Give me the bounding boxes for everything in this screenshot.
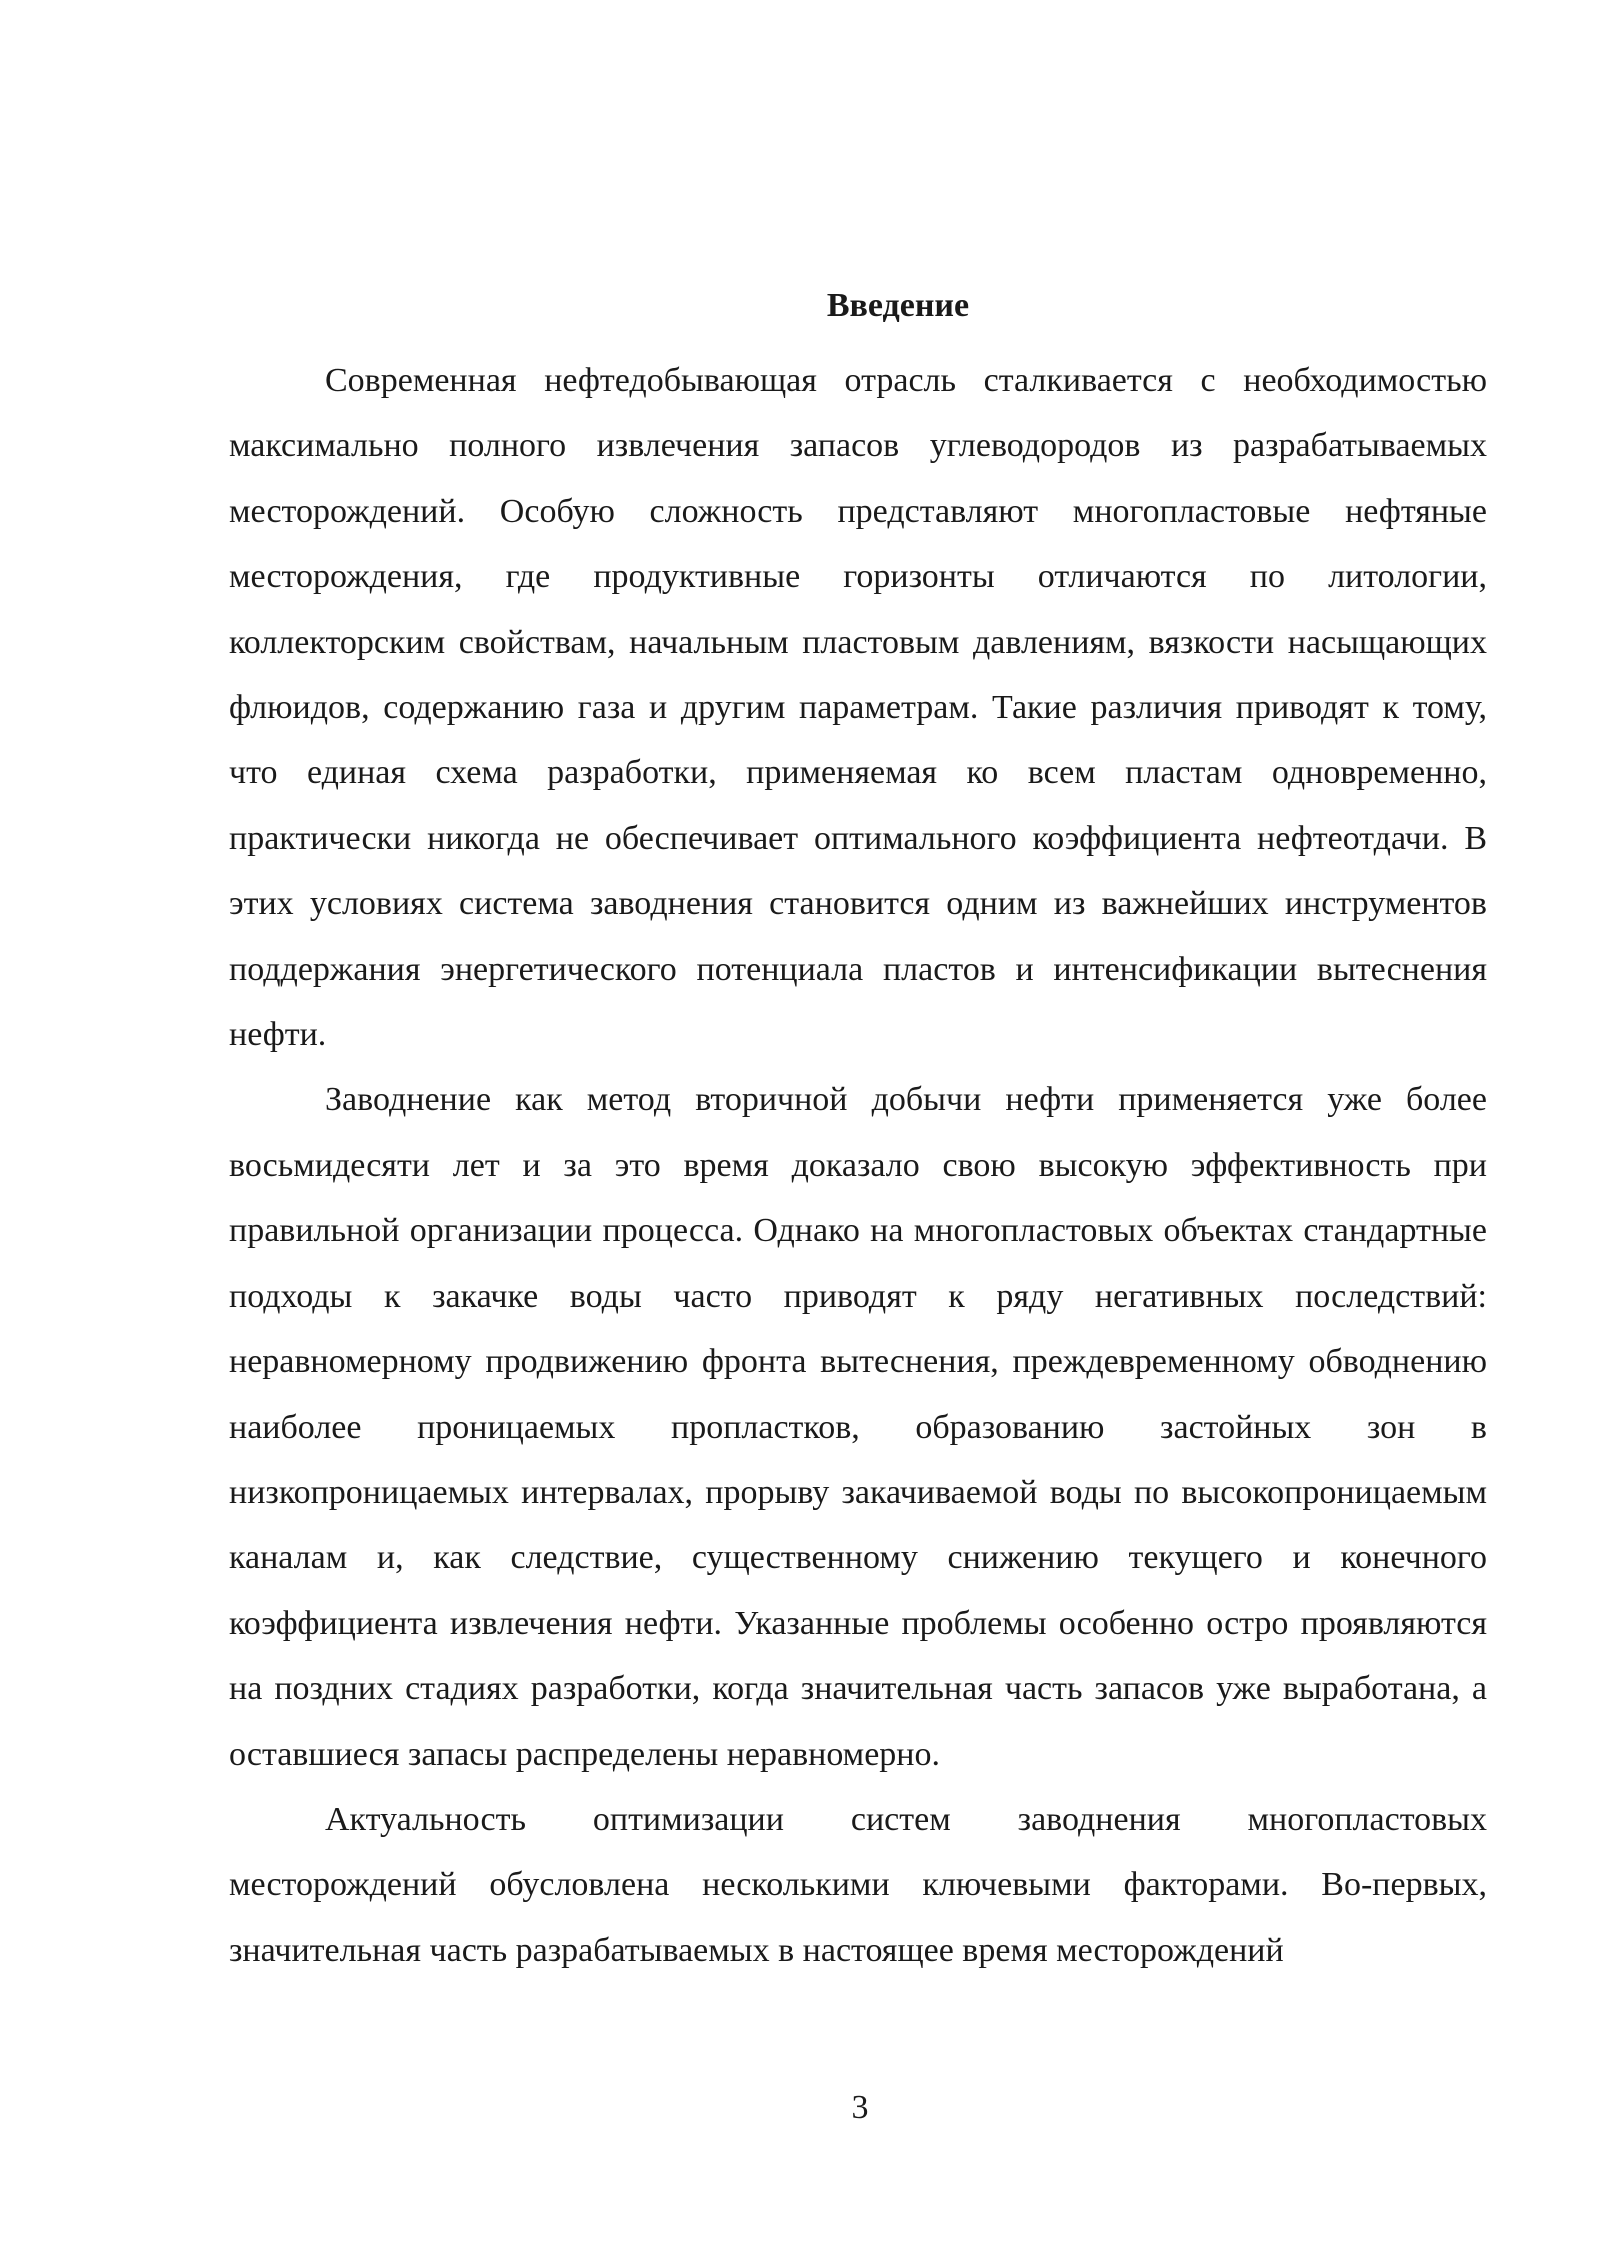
paragraph-2: Заводнение как метод вторичной добычи нефти применяется уже более восьмидесяти лет и за это время доказало свою высокую эффективность при правильной организации процесса. Однако на многопластовых объектах стандартные подходы к закачке воды часто приводят к ряду негативных последствий: неравномерному продвижению фронта вытеснения, преждевременному обводнению наиболее проницаемых пропластков, образованию застойных зон в низкопроницаемых интервалах, прорыву закачиваемой воды по высокопроницаемым каналам и, как следствие, существенному снижению текущего и конечного коэффициента извлечения нефти. Указанные проблемы особенно остро проявляются на поздних стадиях разработки, когда значительная часть запасов уже выработана, а оставшиеся запасы распределены неравномерно. (229, 1081, 1487, 1773)
section-heading: Введение (826, 287, 970, 324)
page-body (229, 284, 1487, 1983)
paragraph-1: Современная нефтедобывающая отрасль сталкивается с необходимостью максимально полного извлечения запасов углеводородов из разрабатываемых месторождений. Особую сложность представляют многопластовые нефтяные месторождения, где продуктивные горизонты отличаются по литологии, коллекторским свойствам, начальным пластовым давлениям, вязкости насыщающих флюидов, содержанию газа и другим параметрам. Такие различия приводят к тому, что единая схема разработки, применяемая ко всем пластам одновременно, практически никогда не обеспечивает оптимального коэффициента нефтеотдачи. В этих условиях система заводнения становится одним из важнейших инструментов поддержания энергетического потенциала пластов и интенсификации вытеснения нефти. (229, 362, 1487, 1054)
page-number: 3 (851, 2089, 869, 2126)
paragraph-3: Актуальность оптимизации систем заводнения многопластовых месторождений обусловлена несколькими ключевыми факторами. Во-первых, значительная часть разрабатываемых в настоящее время месторождений (229, 1800, 1487, 1969)
